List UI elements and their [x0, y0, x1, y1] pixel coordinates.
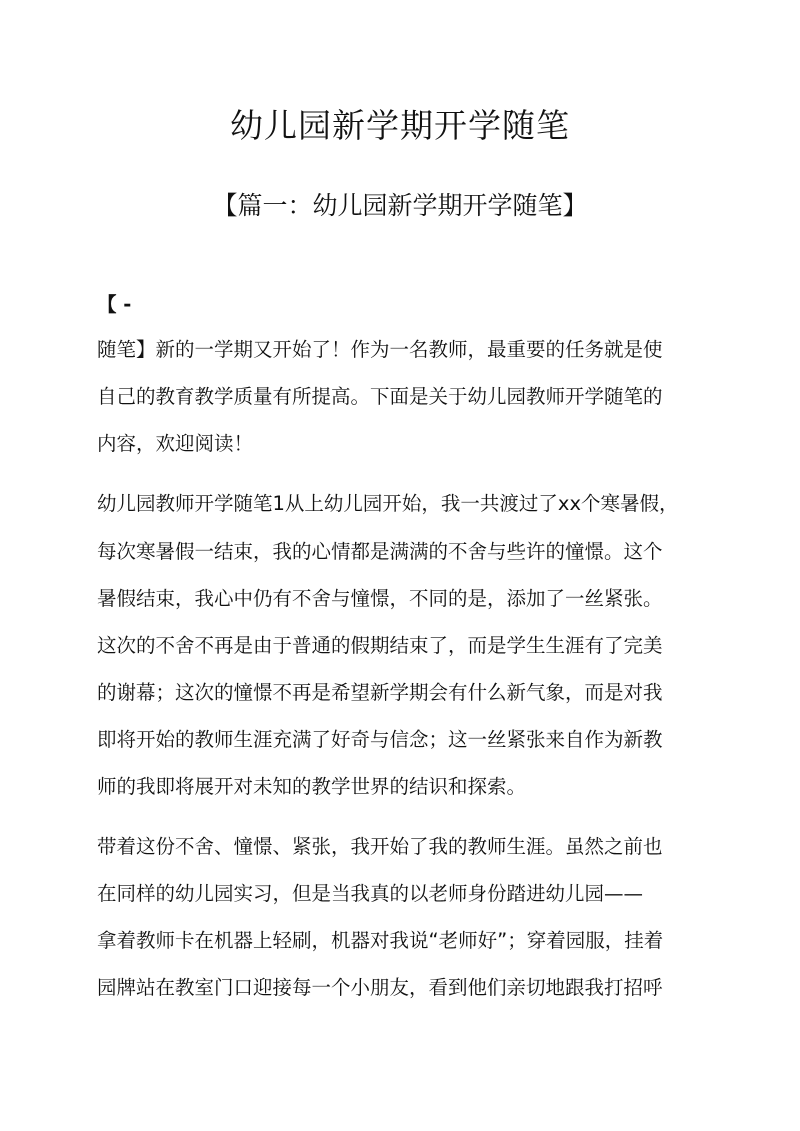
text-line: 自己的教育教学质量有所提高。下面是关于幼儿园教师开学随笔的	[97, 385, 663, 408]
text-line: 拿着教师卡在机器上轻刷，机器对我说“老师好”；穿着园服，挂着	[97, 929, 664, 952]
text-line: 即将开始的教师生涯充满了好奇与信念；这一丝紧张来自作为新教	[97, 728, 663, 751]
text-line: 暑假结束，我心中仍有不舍与憧憬，不同的是，添加了一丝紧张。	[97, 587, 663, 610]
page-title: 幼儿园新学期开学随笔	[230, 106, 570, 145]
page-subtitle: 【篇一：幼儿园新学期开学随笔】	[212, 191, 588, 220]
text-line: 在同样的幼儿园实习，但是当我真的以老师身份踏进幼儿园——	[97, 882, 644, 905]
text-line: 随笔】新的一学期又开始了！作为一名教师，最重要的任务就是使	[97, 338, 663, 361]
text-line: 园牌站在教室门口迎接每一个小朋友，看到他们亲切地跟我打招呼	[97, 976, 663, 999]
text-line: 这次的不舍不再是由于普通的假期结束了，而是学生生涯有了完美	[97, 634, 663, 657]
text-line: 带着这份不舍、憧憬、紧张，我开始了我的教师生涯。虽然之前也	[97, 835, 663, 858]
text-line: 幼儿园教师开学随笔1从上幼儿园开始，我一共渡过了xx个寒暑假，	[97, 492, 679, 515]
text-line: 的谢幕；这次的憧憬不再是希望新学期会有什么新气象，而是对我	[97, 681, 663, 704]
text-line: 内容，欢迎阅读！	[97, 432, 254, 455]
text-line: 师的我即将展开对未知的教学世界的结识和探索。	[97, 775, 527, 798]
text-line: 每次寒暑假一结束，我的心情都是满满的不舍与些许的憧憬。这个	[97, 540, 663, 563]
text-line: 【 -	[97, 293, 132, 316]
